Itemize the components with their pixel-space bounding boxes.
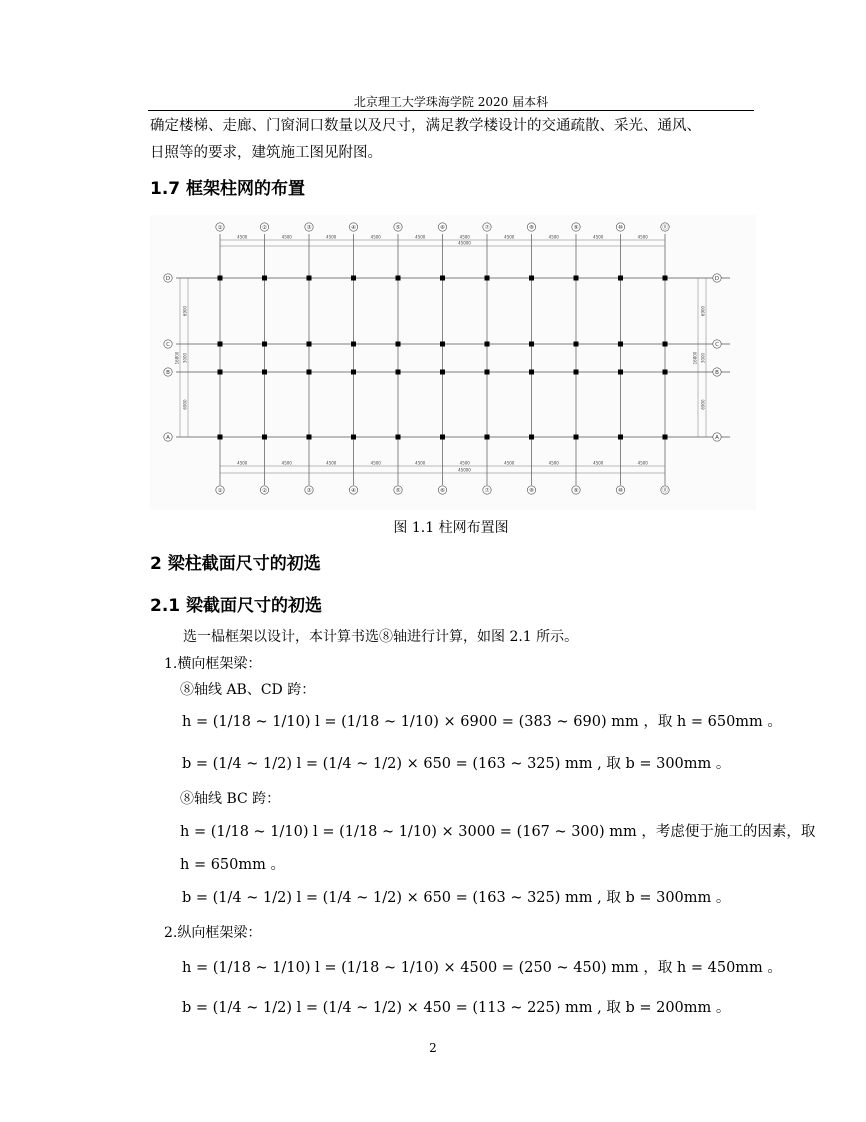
equation-4: b = (1/4 ~ 1/2) l = (1/4 ~ 1/2) × 650 = (163 ~ 325) mm , 取 b = 300mm 。 — [182, 890, 731, 906]
column-marker — [218, 276, 223, 281]
column-marker — [351, 276, 356, 281]
axis-bubble-bottom-label: ① — [217, 488, 223, 494]
column-marker — [485, 276, 490, 281]
axis-bubble-left-label: B — [166, 370, 170, 376]
span-dimension-label: 4500 — [237, 234, 248, 240]
span-dimension-label: 4500 — [281, 234, 292, 240]
axis-bubble-left-label: D — [165, 276, 171, 282]
total-dimension-label: 45000 — [458, 467, 471, 473]
column-marker — [485, 342, 490, 347]
axis-bubble-top-label: ⑤ — [395, 225, 401, 231]
span-dimension-label: 4500 — [637, 234, 648, 240]
column-marker — [529, 276, 534, 281]
axis-bubble-bottom-label: ⑩ — [618, 488, 623, 494]
column-marker — [440, 342, 445, 347]
axis-bubble-top-label: ⑨ — [573, 225, 579, 231]
equation-1: h = (1/18 ~ 1/10) l = (1/18 ~ 1/10) × 6900 = (383 ~ 690) mm ，取 h = 650mm 。 — [182, 714, 782, 730]
side-dimension-label: 6900 — [700, 399, 706, 410]
column-marker — [218, 342, 223, 347]
axis-bubble-top-label: ④ — [351, 225, 356, 231]
column-marker — [440, 276, 445, 281]
span-dimension-label: 4500 — [415, 234, 426, 240]
column-marker — [574, 370, 579, 375]
axis-bubble-bottom-label: ⑨ — [573, 488, 579, 494]
axis-bubble-top-label: ① — [217, 225, 223, 231]
side-dimension-label: 3000 — [700, 352, 706, 364]
span-bc-label: ⑧轴线 BC 跨： — [180, 791, 281, 807]
column-marker — [485, 370, 490, 375]
axis-bubble-right-label: A — [715, 435, 719, 441]
column-marker — [218, 370, 223, 375]
column-marker — [396, 342, 401, 347]
side-dimension-label: 6900 — [182, 305, 188, 317]
body-intro: 选一榀框架以设计，本计算书选⑧轴进行计算，如图 2.1 所示。 — [183, 629, 579, 645]
span-dimension-label: 4500 — [281, 460, 292, 466]
column-marker — [574, 435, 579, 440]
column-marker — [396, 435, 401, 440]
column-marker — [529, 435, 534, 440]
axis-bubble-top-label: ② — [262, 225, 267, 231]
span-dimension-label: 4500 — [548, 234, 559, 240]
span-dimension-label: 4500 — [504, 234, 515, 240]
span-dimension-label: 4500 — [504, 460, 515, 466]
axis-bubble-left-label: A — [166, 435, 170, 441]
axis-bubble-left-label: C — [166, 342, 170, 348]
axis-bubble-bottom-label: ⑤ — [395, 488, 401, 494]
axis-bubble-top-label: ⑥ — [440, 225, 445, 231]
header-rule — [148, 110, 754, 111]
span-dimension-label: 4500 — [415, 460, 426, 466]
column-marker — [485, 435, 490, 440]
column-marker — [663, 435, 668, 440]
column-marker — [440, 370, 445, 375]
section-2-1-title: 2.1 梁截面尺寸的初选 — [150, 596, 323, 616]
column-marker — [351, 342, 356, 347]
axis-bubble-bottom-label: ⑦ — [484, 488, 490, 494]
column-marker — [351, 435, 356, 440]
equation-3: h = (1/18 ~ 1/10) l = (1/18 ~ 1/10) × 3000 = (167 ~ 300) mm ，考虑便于施工的因素，取 — [180, 824, 816, 840]
column-marker — [262, 342, 267, 347]
column-marker — [663, 370, 668, 375]
side-dimension-label: 3000 — [182, 352, 188, 364]
axis-bubble-right-label: C — [715, 342, 719, 348]
axis-bubble-top-label: ⑦ — [484, 225, 490, 231]
column-marker — [307, 370, 312, 375]
intro-line-2: 日照等的要求，建筑施工图见附图。 — [150, 145, 382, 161]
item-1-label: 1.横向框架梁： — [164, 656, 262, 672]
column-marker — [307, 276, 312, 281]
span-dimension-label: 4500 — [637, 460, 648, 466]
span-dimension-label: 4500 — [326, 234, 337, 240]
side-total-dimension-label: 16800 — [692, 351, 698, 365]
equation-2: b = (1/4 ~ 1/2) l = (1/4 ~ 1/2) × 650 = (163 ~ 325) mm , 取 b = 300mm 。 — [182, 756, 731, 772]
span-dimension-label: 4500 — [326, 460, 337, 466]
axis-bubble-top-label: ⑧ — [529, 225, 534, 231]
column-marker — [529, 370, 534, 375]
figure-caption: 图 1.1 柱网布置图 — [393, 520, 509, 536]
column-marker — [262, 276, 267, 281]
axis-bubble-right-label: D — [714, 276, 720, 282]
span-dimension-label: 4500 — [548, 460, 559, 466]
span-dimension-label: 4500 — [459, 234, 470, 240]
axis-bubble-top-label: ⑩ — [618, 225, 623, 231]
axis-bubble-bottom-label: ② — [262, 488, 267, 494]
column-marker — [663, 276, 668, 281]
equation-6: b = (1/4 ~ 1/2) l = (1/4 ~ 1/2) × 450 = (113 ~ 225) mm , 取 b = 200mm 。 — [182, 1000, 731, 1016]
column-marker — [262, 435, 267, 440]
column-marker — [618, 370, 623, 375]
column-marker — [663, 342, 668, 347]
column-marker — [218, 435, 223, 440]
span-dimension-label: 4500 — [370, 460, 381, 466]
span-dimension-label: 4500 — [593, 234, 604, 240]
column-marker — [618, 342, 623, 347]
axis-bubble-bottom-label: ④ — [351, 488, 356, 494]
axis-bubble-bottom-label: ⑪ — [662, 488, 668, 494]
span-dimension-label: 4500 — [370, 234, 381, 240]
span-dimension-label: 4500 — [459, 460, 470, 466]
column-marker — [574, 342, 579, 347]
axis-bubble-bottom-label: ⑥ — [440, 488, 445, 494]
equation-3-continued: h = 650mm 。 — [180, 857, 285, 873]
column-marker — [574, 276, 579, 281]
axis-bubble-top-label: ③ — [306, 225, 312, 231]
side-dimension-label: 6900 — [182, 399, 188, 410]
column-marker — [618, 435, 623, 440]
column-marker — [307, 342, 312, 347]
page-number: 2 — [429, 1041, 437, 1055]
axis-bubble-bottom-label: ③ — [306, 488, 312, 494]
column-marker — [618, 276, 623, 281]
axis-bubble-top-label: ⑪ — [662, 225, 668, 231]
span-dimension-label: 4500 — [237, 460, 248, 466]
column-marker — [262, 370, 267, 375]
section-1-7-title: 1.7 框架柱网的布置 — [150, 179, 306, 199]
axis-bubble-right-label: B — [715, 370, 719, 376]
column-marker — [396, 276, 401, 281]
span-dimension-label: 4500 — [593, 460, 604, 466]
column-marker — [307, 435, 312, 440]
total-dimension-label: 45000 — [458, 240, 471, 246]
page-header: 北京理工大学珠海学院 2020 届本科 — [353, 95, 549, 109]
side-total-dimension-label: 16800 — [174, 351, 180, 365]
column-marker — [529, 342, 534, 347]
equation-5: h = (1/18 ~ 1/10) l = (1/18 ~ 1/10) × 4500 = (250 ~ 450) mm ，取 h = 450mm 。 — [182, 960, 782, 976]
item-2-label: 2.纵向框架梁： — [164, 925, 262, 941]
span-ab-cd-label: ⑧轴线 AB、CD 跨： — [180, 682, 316, 698]
column-marker — [440, 435, 445, 440]
section-2-title: 2 梁柱截面尺寸的初选 — [150, 554, 321, 574]
column-marker — [396, 370, 401, 375]
axis-bubble-bottom-label: ⑧ — [529, 488, 534, 494]
column-grid-plan — [150, 215, 756, 510]
intro-line-1: 确定楼梯、走廊、门窗洞口数量以及尺寸，满足教学楼设计的交通疏散、采光、通风、 — [150, 118, 701, 134]
column-marker — [351, 370, 356, 375]
side-dimension-label: 6900 — [700, 305, 706, 317]
